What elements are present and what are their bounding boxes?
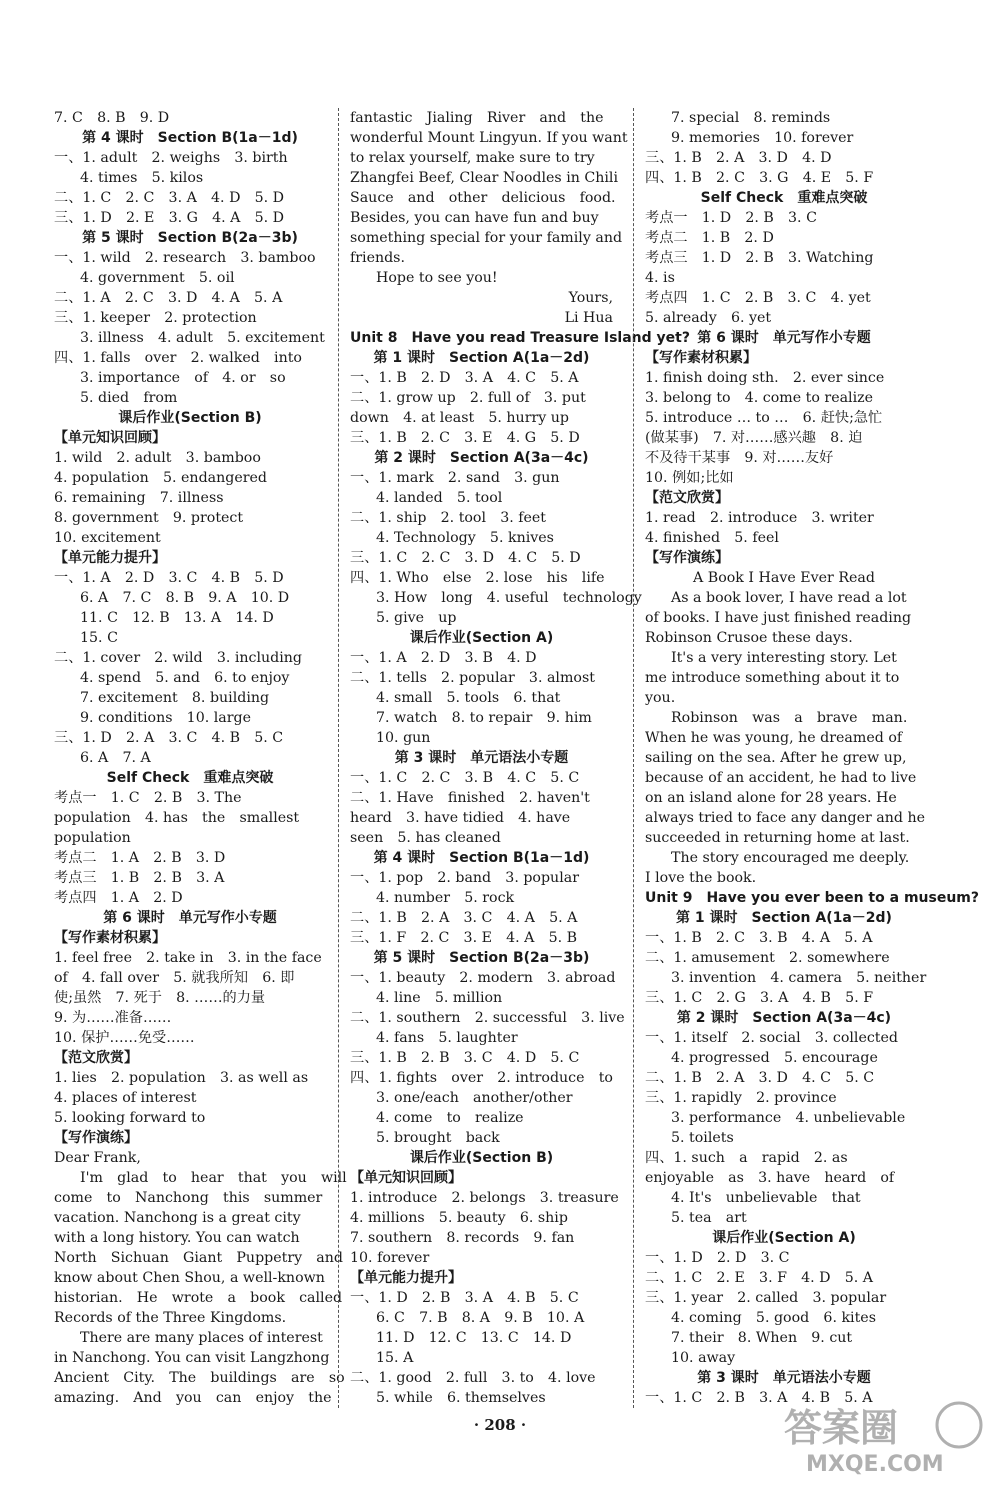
col3-line: Robinson was a brave man. <box>671 710 908 726</box>
col3-line: always tried to face any danger and he <box>645 810 926 826</box>
col1-line: know about Chen Shou, a well-known <box>54 1270 325 1286</box>
col1-line: 3. illness 4. adult 5. excitement <box>80 330 325 346</box>
col1-line: 四、1. falls over 2. walked into <box>54 350 302 366</box>
col3-line: 三、1. year 2. called 3. popular <box>645 1290 887 1306</box>
col2-line: 二、1. Have finished 2. haven't <box>350 790 590 806</box>
col3-line: 第 1 课时 Section A(1a－2d) <box>676 910 892 926</box>
col3-line: enjoyable as 3. have heard of <box>645 1170 895 1186</box>
col1-line: 使;虽然 7. 死于 8. ……的力量 <box>54 990 266 1006</box>
col3-line: 课后作业(Section A) <box>712 1230 856 1246</box>
col3-line: 二、1. C 2. E 3. F 4. D 5. A <box>645 1270 874 1286</box>
col2-line: 三、1. B 2. B 3. C 4. D 5. C <box>350 1050 580 1066</box>
col3-line: 考点一 1. D 2. B 3. C <box>645 210 817 226</box>
col2-line: fantastic Jialing River and the <box>350 110 604 126</box>
col3-line: The story encouraged me deeply. <box>671 850 910 866</box>
col3-line: 7. their 8. When 9. cut <box>671 1330 853 1346</box>
col3-line: 考点四 1. C 2. B 3. C 4. yet <box>645 290 871 306</box>
col3-line: I love the book. <box>645 870 757 886</box>
watermark-url: MXQE.COM <box>806 1452 944 1477</box>
col3-line: 一、1. B 2. C 3. B 4. A 5. A <box>645 930 873 946</box>
col3-line: 1. finish doing sth. 2. ever since <box>645 370 885 386</box>
col1-line: vacation. Nanchong is a great city <box>54 1210 301 1226</box>
col3-line: because of an accident, he had to live <box>645 770 917 786</box>
col2-line: 4. come to realize <box>376 1110 524 1126</box>
col3-line: It's a very interesting story. Let <box>671 650 897 666</box>
col3-line: 4. progressed 5. encourage <box>671 1050 878 1066</box>
col1-line: 5. died from <box>80 390 178 406</box>
col2-line: heard 3. have tidied 4. have <box>350 810 571 826</box>
column-divider-1 <box>338 108 339 1408</box>
col1-line: population 4. has the smallest <box>54 810 300 826</box>
col3-line: you. <box>645 690 676 706</box>
col3-line: When he was young, he dreamed of <box>645 730 903 746</box>
col1-line: 4. government 5. oil <box>80 270 235 286</box>
col1-line: 三、1. keeper 2. protection <box>54 310 257 326</box>
col1-line: in Nanchong. You can visit Langzhong <box>54 1350 330 1366</box>
col1-line: 4. spend 5. and 6. to enjoy <box>80 670 290 686</box>
col1-line: 课后作业(Section B) <box>118 410 262 426</box>
col3-line: Self Check 重难点突破 <box>700 190 868 206</box>
col3-line: 【范文欣赏】 <box>645 490 729 506</box>
col2-line: 10. forever <box>350 1250 430 1266</box>
col2-line: 3. one/each another/other <box>376 1090 573 1106</box>
col1-line: 6. A 7. C 8. B 9. A 10. D <box>80 590 290 606</box>
col2-line: friends. <box>350 250 405 266</box>
col3-line: 一、1. C 2. B 3. A 4. B 5. A <box>645 1390 873 1406</box>
col2-line: 二、1. grow up 2. full of 3. put <box>350 390 586 406</box>
col2-line: 一、1. C 2. C 3. B 4. C 5. C <box>350 770 580 786</box>
col1-line: 6. remaining 7. illness <box>54 490 224 506</box>
col2-line: Besides, you can have fun and buy <box>350 210 599 226</box>
col1-line: 11. C 12. B 13. A 14. D <box>80 610 274 626</box>
col3-line: 3. invention 4. camera 5. neither <box>671 970 927 986</box>
col1-line: 1. lies 2. population 3. as well as <box>54 1070 309 1086</box>
col3-line: 4. finished 5. feel <box>645 530 779 546</box>
col3-line: 不及待干某事 9. 对……友好 <box>645 450 834 466</box>
col2-line: 5. brought back <box>376 1130 500 1146</box>
col1-line: 3. importance of 4. or so <box>80 370 286 386</box>
column-1 <box>54 108 347 1408</box>
col1-line: of 4. fall over 5. 就我所知 6. 即 <box>54 970 295 986</box>
col1-line: 二、1. C 2. C 3. A 4. D 5. D <box>54 190 285 206</box>
col3-line: 7. special 8. reminds <box>671 110 831 126</box>
col3-line: As a book lover, I have read a lot <box>671 590 907 606</box>
col1-line: There are many places of interest <box>80 1330 323 1346</box>
col1-line: North Sichuan Giant Puppetry and <box>54 1250 343 1266</box>
col3-line: 10. 例如;比如 <box>645 470 734 486</box>
col2-line: Zhangfei Beef, Clear Noodles in Chili <box>350 170 618 186</box>
col2-line: 4. number 5. rock <box>376 890 515 906</box>
col2-line: 一、1. mark 2. sand 3. gun <box>350 470 560 486</box>
col2-line: 4. small 5. tools 6. that <box>376 690 561 706</box>
col3-line: 5. toilets <box>671 1130 734 1146</box>
col1-line: 7. C 8. B 9. D <box>54 110 170 126</box>
col3-line: 一、1. D 2. D 3. C <box>645 1250 790 1266</box>
col3-line: 【写作演练】 <box>645 550 729 566</box>
page-number: · 208 · <box>473 1416 527 1434</box>
col2-line: Hope to see you! <box>376 270 498 286</box>
col1-line: amazing. And you can enjoy the <box>54 1390 332 1406</box>
col3-line: 5. introduce … to … 6. 赶快;急忙 <box>645 410 883 426</box>
col3-line: 4. It's unbelievable that <box>671 1190 861 1206</box>
col3-line: A Book I Have Ever Read <box>693 570 875 586</box>
col2-line: 【单元能力提升】 <box>350 1270 462 1286</box>
col2-line: Li Hua <box>564 310 613 326</box>
col3-line: (做某事) 7. 对……感兴趣 8. 迫 <box>645 430 863 446</box>
col2-line: 4. landed 5. tool <box>376 490 503 506</box>
col3-line: 考点二 1. B 2. D <box>645 230 774 246</box>
col2-line: 四、1. Who else 2. lose his life <box>350 570 605 586</box>
col1-line: historian. He wrote a book called <box>54 1290 343 1306</box>
col1-line: 1. feel free 2. take in 3. in the face <box>54 950 322 966</box>
col2-line: 6. C 7. B 8. A 9. B 10. A <box>376 1310 585 1326</box>
col3-line: 4. is <box>645 270 675 286</box>
col1-line: 【写作素材积累】 <box>54 930 166 946</box>
col3-line: 三、1. B 2. A 3. D 4. D <box>645 150 832 166</box>
col2-line: 课后作业(Section A) <box>409 630 554 646</box>
col2-line: 第 2 课时 Section A(3a－4c) <box>374 450 589 466</box>
col2-line: down 4. at least 5. hurry up <box>350 410 569 426</box>
col2-line: 15. A <box>376 1350 414 1366</box>
watermark-text: 答案圈 <box>784 1406 899 1450</box>
col1-line: 二、1. A 2. C 3. D 4. A 5. A <box>54 290 283 306</box>
col1-line: Self Check 重难点突破 <box>106 770 274 786</box>
col1-line: 8. government 9. protect <box>54 510 244 526</box>
col1-line: 【单元知识回顾】 <box>54 430 166 446</box>
col1-line: 第 6 课时 单元写作小专题 <box>103 910 277 926</box>
col3-line: on an island alone for 28 years. He <box>645 790 897 806</box>
col3-line: 考点三 1. D 2. B 3. Watching <box>645 250 874 266</box>
col1-line: 考点一 1. C 2. B 3. The <box>54 790 242 806</box>
col2-line: 11. D 12. C 13. C 14. D <box>376 1330 572 1346</box>
col2-line: 1. introduce 2. belongs 3. treasure <box>350 1190 619 1206</box>
col1-line: 5. looking forward to <box>54 1110 206 1126</box>
col1-line: Ancient City. The buildings are so <box>54 1370 345 1386</box>
col2-line: Sauce and other delicious food. <box>350 190 616 206</box>
col1-line: 三、1. D 2. A 3. C 4. B 5. C <box>54 730 284 746</box>
col2-line: 【单元知识回顾】 <box>350 1170 462 1186</box>
col1-line: 第 5 课时 Section B(2a－3b) <box>82 230 298 246</box>
col2-line: 一、1. A 2. D 3. B 4. D <box>350 650 537 666</box>
col2-line: 第 1 课时 Section A(1a－2d) <box>373 350 590 366</box>
col1-line: 一、1. wild 2. research 3. bamboo <box>54 250 316 266</box>
col1-line: 第 4 课时 Section B(1a－1d) <box>82 130 298 146</box>
col3-line: me introduce something about it to <box>645 670 900 686</box>
col2-line: seen 5. has cleaned <box>350 830 501 846</box>
column-3 <box>645 108 979 1408</box>
col1-line: 4. times 5. kilos <box>80 170 204 186</box>
col3-line: 3. performance 4. unbelievable <box>671 1110 906 1126</box>
col3-line: 三、1. rapidly 2. province <box>645 1090 837 1106</box>
col2-line: 一、1. B 2. D 3. A 4. C 5. A <box>350 370 579 386</box>
col2-line: 四、1. fights over 2. introduce to <box>350 1070 613 1086</box>
col3-line: of books. I have just finished reading <box>645 610 912 626</box>
col1-line: 4. places of interest <box>54 1090 197 1106</box>
col3-line: 四、1. B 2. C 3. G 4. E 5. F <box>645 170 874 186</box>
col2-line: 5. while 6. themselves <box>376 1390 546 1406</box>
col1-line: 9. 为……准备…… <box>54 1010 172 1026</box>
col2-line: 二、1. good 2. full 3. to 4. love <box>350 1370 596 1386</box>
col3-line: succeeded in returning home at last. <box>645 830 910 846</box>
col1-line: 10. 保护……免受…… <box>54 1030 195 1046</box>
col2-line: to relax yourself, make sure to try <box>350 150 595 166</box>
col2-line: 第 4 课时 Section B(1a－1d) <box>373 850 590 866</box>
col3-line: 3. belong to 4. come to realize <box>645 390 873 406</box>
col1-line: come to Nanchong this summer <box>54 1190 323 1206</box>
col2-line: 二、1. ship 2. tool 3. feet <box>350 510 546 526</box>
col1-line: 【写作演练】 <box>54 1130 138 1146</box>
col1-line: 三、1. D 2. E 3. G 4. A 5. D <box>54 210 285 226</box>
col2-line: Unit 8 Have you read Treasure Island yet? <box>350 330 690 346</box>
col1-line: 【范文欣赏】 <box>54 1050 138 1066</box>
col3-line: 4. coming 5. good 6. kites <box>671 1310 876 1326</box>
column-divider-2 <box>633 108 634 1408</box>
col1-line: 15. C <box>80 630 118 646</box>
col1-line: 7. excitement 8. building <box>80 690 270 706</box>
col3-line: 一、1. itself 2. social 3. collected <box>645 1030 898 1046</box>
col2-line: 4. millions 5. beauty 6. ship <box>350 1210 568 1226</box>
col2-line: 一、1. D 2. B 3. A 4. B 5. C <box>350 1290 579 1306</box>
col1-line: 考点二 1. A 2. B 3. D <box>54 850 226 866</box>
col3-line: Unit 9 Have you ever been to a museum? <box>645 890 979 906</box>
col3-line: sailing on the sea. After he grew up, <box>645 750 907 766</box>
col2-line: 7. watch 8. to repair 9. him <box>376 710 592 726</box>
col2-line: 三、1. C 2. C 3. D 4. C 5. D <box>350 550 581 566</box>
col3-line: Robinson Crusoe these days. <box>645 630 853 646</box>
col2-line: 二、1. southern 2. successful 3. live <box>350 1010 625 1026</box>
col1-line: 考点三 1. B 2. B 3. A <box>54 870 225 886</box>
col2-line: 三、1. F 2. C 3. E 4. A 5. B <box>350 930 578 946</box>
col3-line: 二、1. B 2. A 3. D 4. C 5. C <box>645 1070 875 1086</box>
col1-line: 一、1. A 2. D 3. C 4. B 5. D <box>54 570 284 586</box>
col2-line: 二、1. tells 2. popular 3. almost <box>350 670 595 686</box>
col2-line: 4. fans 5. laughter <box>376 1030 518 1046</box>
col2-line: 二、1. B 2. A 3. C 4. A 5. A <box>350 910 578 926</box>
col3-line: 【写作素材积累】 <box>645 350 757 366</box>
col2-line: 一、1. pop 2. band 3. popular <box>350 870 579 886</box>
col1-line: with a long history. You can watch <box>54 1230 300 1246</box>
col2-line: 4. Technology 5. knives <box>376 530 554 546</box>
col2-line: wonderful Mount Lingyun. If you want <box>350 130 628 146</box>
col2-line: 第 5 课时 Section B(2a－3b) <box>373 950 590 966</box>
col2-line: Yours, <box>568 290 613 306</box>
col3-line: 5. tea art <box>671 1210 747 1226</box>
col2-line: 5. give up <box>376 610 457 626</box>
col2-line: 一、1. beauty 2. modern 3. abroad <box>350 970 616 986</box>
col2-line: 课后作业(Section B) <box>409 1150 554 1166</box>
col2-line: 4. line 5. million <box>376 990 503 1006</box>
col2-line: 三、1. B 2. C 3. E 4. G 5. D <box>350 430 580 446</box>
col2-line: something special for your family and <box>350 230 623 246</box>
col1-line: 【单元能力提升】 <box>54 550 166 566</box>
col1-line: 二、1. cover 2. wild 3. including <box>54 650 303 666</box>
col1-line: 1. wild 2. adult 3. bamboo <box>54 450 261 466</box>
col1-line: 6. A 7. A <box>80 750 151 766</box>
col1-line: population <box>54 830 131 846</box>
col3-line: 10. away <box>671 1350 736 1366</box>
col1-line: 9. conditions 10. large <box>80 710 252 726</box>
col1-line: 考点四 1. A 2. D <box>54 890 183 906</box>
watermark-logo <box>776 1397 986 1477</box>
col2-line: 第 3 课时 单元语法小专题 <box>394 750 569 766</box>
col3-line: 三、1. C 2. G 3. A 4. B 5. F <box>645 990 874 1006</box>
col2-line: 3. How long 4. useful technology <box>376 590 642 606</box>
col1-line: 4. population 5. endangered <box>54 470 267 486</box>
col3-line: 1. read 2. introduce 3. writer <box>645 510 874 526</box>
col2-line: 10. gun <box>376 730 431 746</box>
col1-line: I'm glad to hear that you will <box>80 1170 347 1186</box>
col3-line: 5. already 6. yet <box>645 310 772 326</box>
col3-line: 二、1. amusement 2. somewhere <box>645 950 890 966</box>
col3-line: 第 3 课时 单元语法小专题 <box>697 1370 871 1386</box>
col3-line: 9. memories 10. forever <box>671 130 854 146</box>
col3-line: 第 6 课时 单元写作小专题 <box>697 330 871 346</box>
col1-line: 10. excitement <box>54 530 161 546</box>
col3-line: 四、1. such a rapid 2. as <box>645 1150 848 1166</box>
col1-line: Records of the Three Kingdoms. <box>54 1310 287 1326</box>
col3-line: 第 2 课时 Section A(3a－4c) <box>676 1010 892 1026</box>
col1-line: Dear Frank, <box>54 1150 141 1166</box>
col1-line: 一、1. adult 2. weighs 3. birth <box>54 150 288 166</box>
col2-line: 7. southern 8. records 9. fan <box>350 1230 575 1246</box>
